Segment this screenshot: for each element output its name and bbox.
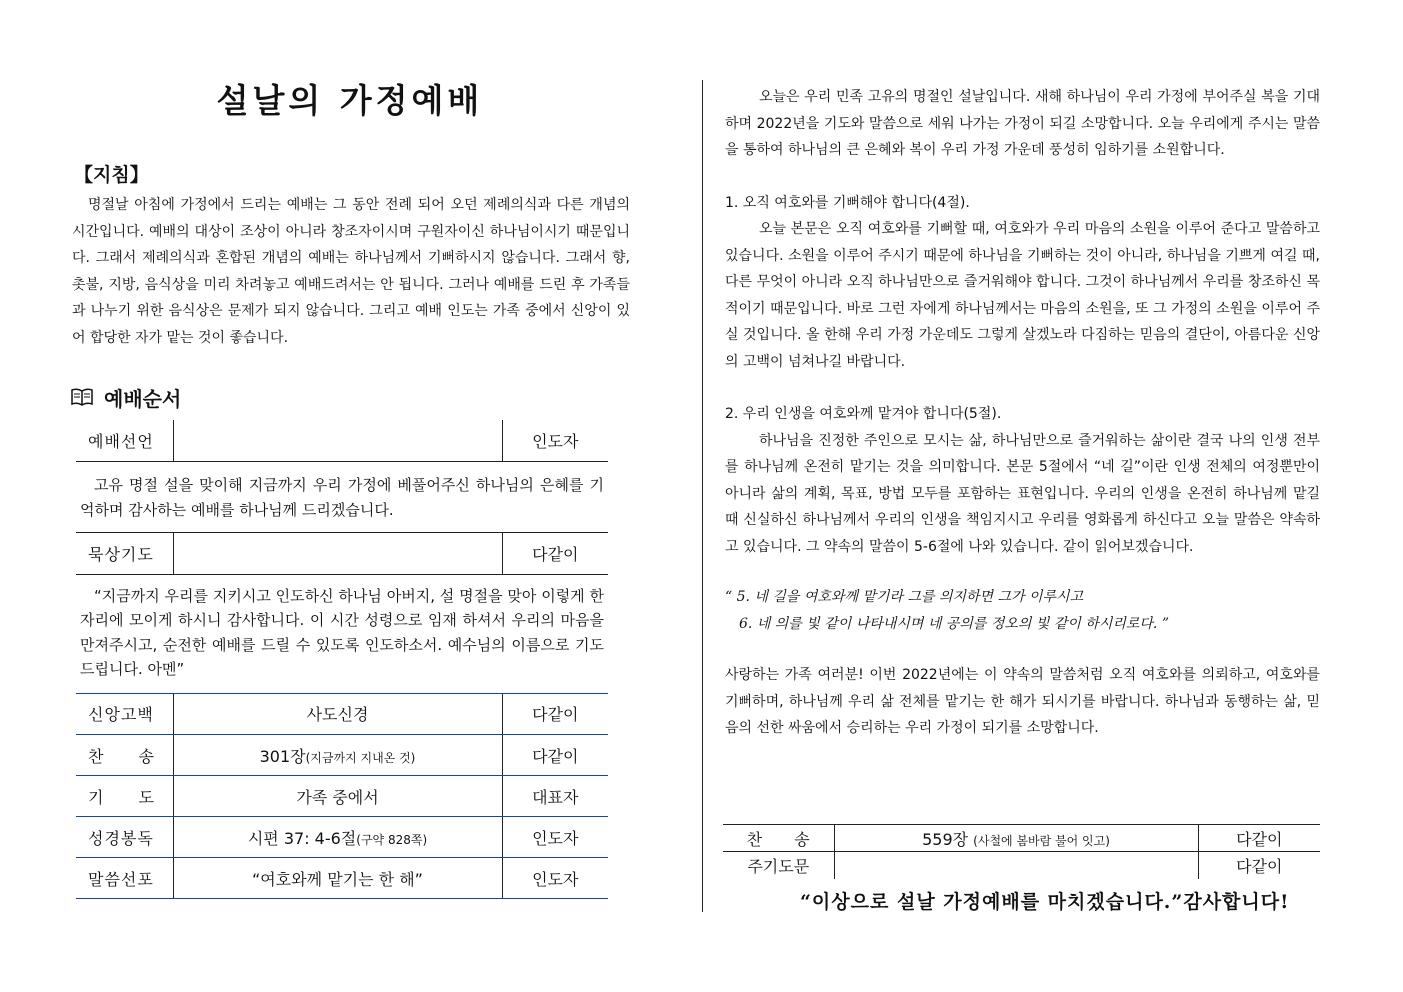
open-book-icon [70,387,94,407]
order-item-name: 찬 송 [76,735,173,776]
order-item-name: 묵상기도 [76,533,173,574]
point-2-text: 하나님을 진정한 주인으로 모시는 삶, 하나님만으로 즐거워하는 삶이란 결국 나의 인생 전부를 하나님께 온전히 맡기는 것을 의미합니다. 본문 5절에서 “네 길”이란 인생 전체의 여정뿐만이 아니라 삶의 계획, 목표, 방법 모두를 포함하는 표현입니다. 우리의 인생을 온전히 하나님께 맡길 때 신실하신 하나님께서 우리의 인생을 책임지시고 우리를 영화롭게 하신다고 오늘 말씀은 약속하고 있습니다. 그 약속의 말씀이 5-6절에 나와 있습니다. 같이 읽어보겠습니다. [725,432,1320,555]
order-item-content: 시편 37: 4-6절(구약 828쪽) [173,817,502,858]
order-heading [70,383,630,412]
order-item-by: 인도자 [502,858,608,899]
order-item-content: 사도신경 [173,694,502,735]
order-item-name: 기 도 [76,776,173,817]
order-item-by: 다같이 [502,735,608,776]
order-item-name: 찬 송 [723,825,834,852]
order-item-content: “여호와께 맡기는 한 해” [173,858,502,899]
point-2-title: 2. 우리 인생을 여호와께 맡겨야 합니다(5절). [725,406,1002,422]
order-item-by: 인도자 [502,817,608,858]
order-item-name: 주기도문 [723,852,834,879]
verse-line-2: 6. 네 의를 빛 같이 나타내시며 네 공의를 정오의 빛 같이 하시리로다. ” [739,616,1169,632]
right-column [725,84,1320,742]
order-table-1 [76,420,608,463]
sermon-closing: 사랑하는 가족 여러분! 이번 2022년에는 이 약속의 말씀처럼 오직 여호와를 의뢰하고, 여호와를 기뻐하며, 하나님께 우리 삶 전체를 맡기는 한 해가 되시기를 바랍니다. 하나님과 동행하는 삶, 믿음의 선한 싸움에서 승리하는 우리 가정이 되기를 소망합니다. [725,667,1320,736]
guide-text: 명절날 아침에 가정에서 드리는 예배는 그 동안 전례 되어 오던 제례의식과 다른 개념의 시간입니다. 예배의 대상이 조상이 아니라 창조자이시며 구원자이신 하나님이시기 때문입니다. 그래서 제례의식과 혼합된 개념의 예배는 하나님께서 기뻐하시지 않습니다. 그래서 향, 촛불, 지방, 음식상을 미리 차려놓고 예배드려서는 안 됩니다. 그러나 예배를 드린 후 가족들과 나누기 위한 음식상은 문제가 되지 않습니다. 그리고 예배 인도는 가족 중에서 신앙이 있어 합당한 자가 맡는 것이 좋습니다. [72,197,630,346]
order-item-content [834,852,1198,879]
order-table-3 [76,694,608,900]
declaration-text: 고유 명절 설을 맞이해 지금까지 우리 가정에 베풀어주신 하나님의 은혜를 기억하며 감사하는 예배를 하나님께 드리겠습니다. [76,462,608,533]
order-item-content: 559장 (사철에 봄바람 불어 잇고) [834,825,1198,852]
order-item-by: 다같이 [502,694,608,735]
point-1-title: 1. 오직 여호와를 기뻐해야 합니다(4절). [725,194,970,211]
table-row [76,817,608,858]
final-order-table [723,824,1320,879]
page-title: 설날의 가정예배 [216,81,484,120]
table-row [76,776,608,817]
order-item-name: 신앙고백 [76,694,173,735]
order-item-content: 가족 중에서 [173,776,502,817]
order-heading-label: 예배순서 [104,386,182,411]
order-item-by: 다같이 [1198,825,1320,852]
order-table-2 [76,533,608,575]
order-item-content [173,420,502,462]
closing-statement: “이상으로 설날 가정예배를 마치겠습니다.”감사합니다! [800,891,1290,913]
table-row [76,694,608,735]
table-row [76,858,608,899]
order-item-by: 다같이 [502,533,608,574]
table-row [76,420,608,462]
table-row [723,852,1320,879]
column-divider [702,80,703,912]
table-row [723,825,1320,852]
table-row [76,533,608,574]
order-item-by: 다같이 [1198,852,1320,879]
order-item-name: 예배선언 [76,420,173,462]
order-item-content: 301장(지금까지 지내온 것) [173,735,502,776]
left-column [70,70,630,899]
guide-heading: 【지침】 [74,164,149,186]
point-1-text: 오늘 본문은 오직 여호와를 기뻐할 때, 여호와가 우리 마음의 소원을 이루어 준다고 말씀하고 있습니다. 소원을 이루어 주시기 때문에 하나님을 기뻐하는 것이 아니라, 하나님을 기쁘게 여길 때, 다른 무엇이 아니라 오직 하나님만으로 즐거워해야 합니다. 그것이 하나님께서 우리를 창조하신 목적이기 때문입니다. 바로 그런 자에게 하나님께서는 마음의 소원을, 또 그 가정의 소원을 이루어 주실 것입니다. 올 한해 우리 가정 가운데도 그렇게 살겠노라 다짐하는 믿음의 결단이, 아름다운 신앙의 고백이 넘쳐나길 바랍니다. [725,221,1320,370]
order-item-name: 성경봉독 [76,817,173,858]
scripture-verse [725,584,1320,638]
order-item-by: 인도자 [502,420,608,462]
table-row [76,735,608,776]
order-item-by: 대표자 [502,776,608,817]
sermon-intro: 오늘은 우리 민족 고유의 명절인 설날입니다. 새해 하나님이 우리 가정에 부어주실 복을 기대하며 2022년을 기도와 말씀으로 세워 나가는 가정이 되길 소망합니다. 오늘 우리에게 주시는 말씀을 통하여 하나님의 큰 은혜와 복이 우리 가정 가운데 풍성히 임하기를 소원합니다. [725,89,1320,158]
order-item-content [173,533,502,574]
verse-line-1: “ 5. 네 길을 여호와께 맡기라 그를 의지하면 그가 이루시고 [725,589,1084,605]
prayer-text: “지금까지 우리를 지키시고 인도하신 하나님 아버지, 설 명절을 맞아 이렇게 한 자리에 모이게 하시니 감사합니다. 이 시간 성령으로 임재 하셔서 우리의 마음을 만져주시고, 순전한 예배를 드릴 수 있도록 인도하소서. 예수님의 이름으로 기도드립니다. 아멘” [76,575,608,694]
order-item-name: 말씀선포 [76,858,173,899]
